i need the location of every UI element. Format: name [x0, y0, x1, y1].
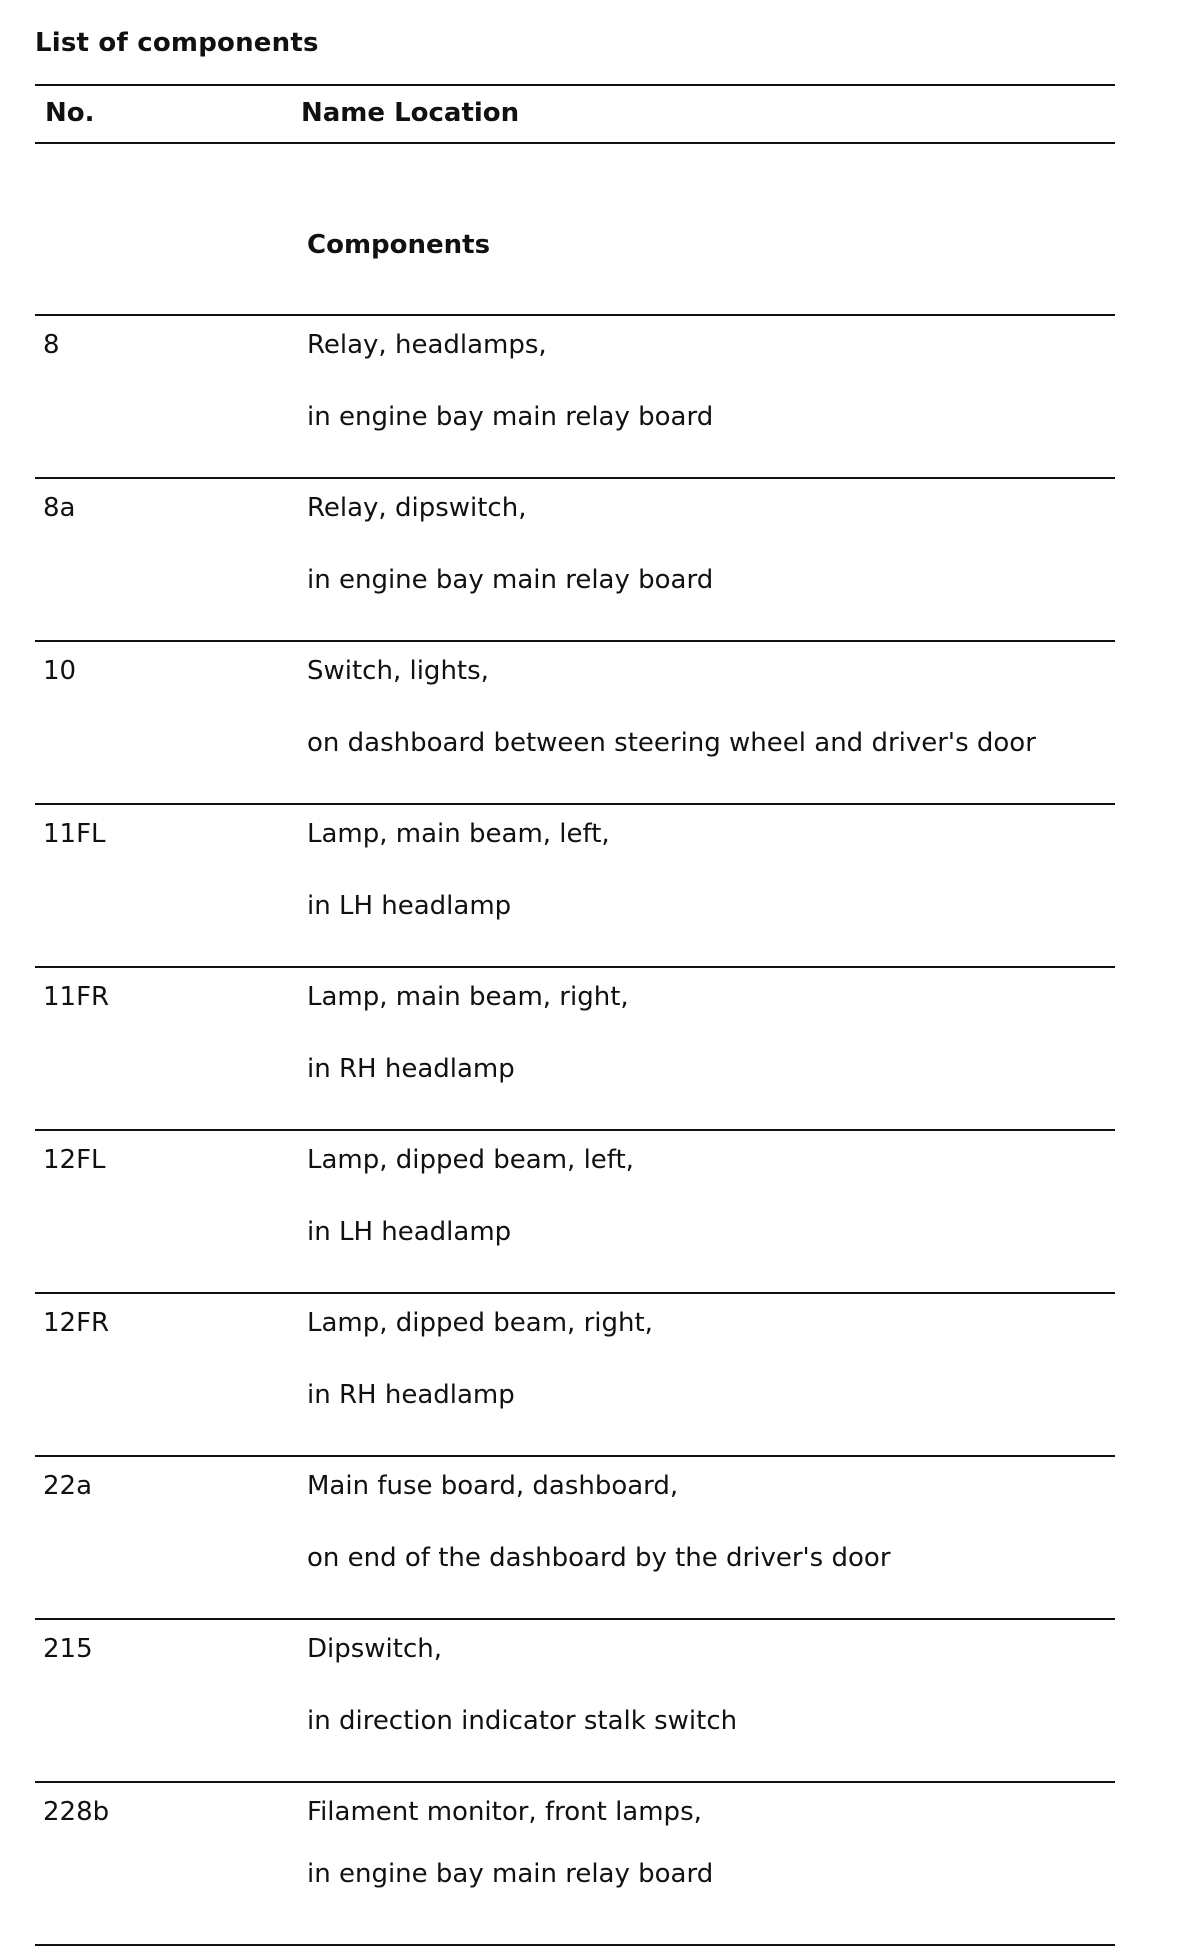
component-location: in engine bay main relay board [307, 402, 714, 432]
component-location: on dashboard between steering wheel and driver's door [307, 728, 1036, 758]
components-table [35, 84, 1115, 1946]
component-number: 11FR [43, 982, 110, 1012]
component-number: 8 [43, 330, 60, 360]
component-name: Filament monitor, front lamps, [307, 1797, 702, 1827]
component-number: 11FL [43, 819, 106, 849]
component-name: Lamp, dipped beam, right, [307, 1308, 653, 1338]
component-location: in direction indicator stalk switch [307, 1706, 738, 1736]
section-heading-row [35, 144, 1115, 316]
section-label: Components [307, 230, 491, 260]
component-name: Main fuse board, dashboard, [307, 1471, 679, 1501]
component-name: Lamp, main beam, left, [307, 819, 610, 849]
component-number: 228b [43, 1797, 110, 1827]
table-row [35, 1131, 1115, 1294]
component-name: Lamp, dipped beam, left, [307, 1145, 634, 1175]
component-name: Switch, lights, [307, 656, 489, 686]
component-number: 10 [43, 656, 77, 686]
table-row [35, 805, 1115, 968]
component-location: in LH headlamp [307, 891, 512, 921]
component-number: 12FR [43, 1308, 110, 1338]
header-no: No. [45, 98, 95, 128]
table-row [35, 1620, 1115, 1783]
table-row [35, 642, 1115, 805]
component-location: on end of the dashboard by the driver's door [307, 1543, 891, 1573]
component-location: in engine bay main relay board [307, 1859, 714, 1889]
table-row [35, 1457, 1115, 1620]
table-row [35, 316, 1115, 479]
component-number: 22a [43, 1471, 93, 1501]
table-row [35, 968, 1115, 1131]
table-row [35, 1294, 1115, 1457]
component-name: Relay, headlamps, [307, 330, 547, 360]
component-number: 215 [43, 1634, 93, 1664]
document-title: List of components [35, 28, 319, 58]
component-location: in engine bay main relay board [307, 565, 714, 595]
component-number: 12FL [43, 1145, 106, 1175]
component-name: Dipswitch, [307, 1634, 443, 1664]
component-name: Relay, dipswitch, [307, 493, 527, 523]
component-name: Lamp, main beam, right, [307, 982, 629, 1012]
component-number: 8a [43, 493, 76, 523]
component-location: in RH headlamp [307, 1054, 515, 1084]
header-name-location: Name Location [301, 98, 520, 128]
table-row [35, 479, 1115, 642]
component-location: in LH headlamp [307, 1217, 512, 1247]
table-header [35, 84, 1115, 144]
component-location: in RH headlamp [307, 1380, 515, 1410]
table-row [35, 1783, 1115, 1946]
